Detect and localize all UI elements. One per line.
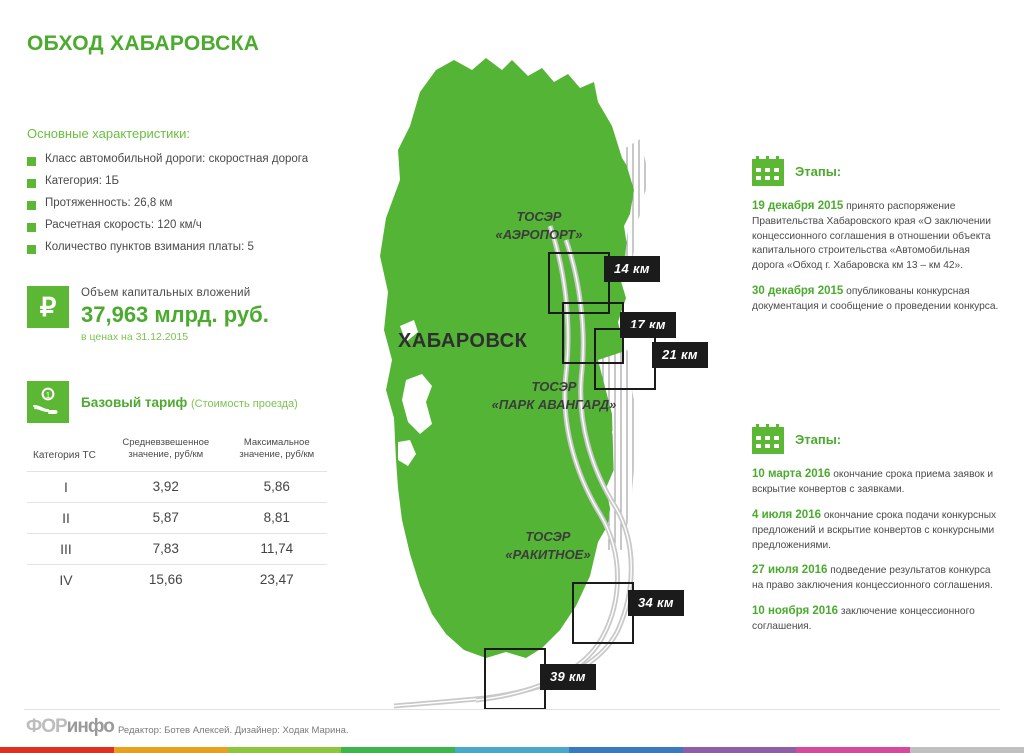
km-marker-21: 21 км bbox=[652, 342, 708, 368]
stage-date: 30 декабря 2015 bbox=[752, 284, 844, 297]
list-item bbox=[752, 603, 1002, 635]
cell-maximum: 11,74 bbox=[227, 533, 327, 564]
toser-line-2: «АЭРОПОРТ» bbox=[495, 226, 583, 242]
map-region bbox=[336, 30, 708, 710]
stripe-3 bbox=[228, 747, 342, 753]
toser-line-2: «ПАРК АВАНГАРД» bbox=[491, 396, 617, 412]
marker-box-39km bbox=[484, 648, 546, 710]
list-item bbox=[752, 283, 1002, 315]
capital-note: в ценах на 31.12.2015 bbox=[81, 331, 189, 343]
table-row bbox=[27, 502, 327, 533]
table-header-row bbox=[27, 437, 327, 471]
toser-line-2: «РАКИТНОЕ» bbox=[505, 546, 591, 562]
toser-label-rakitnoe bbox=[488, 528, 608, 563]
calendar-icon bbox=[752, 424, 784, 454]
list-item bbox=[752, 466, 1002, 498]
stage-text: заключение концессионного соглашения. bbox=[752, 605, 975, 632]
list-item bbox=[752, 562, 1002, 594]
bullet-square-icon bbox=[27, 179, 36, 188]
svg-text:1: 1 bbox=[45, 391, 51, 400]
stage-date: 10 ноября 2016 bbox=[752, 604, 838, 617]
stage-title: Этапы: bbox=[795, 431, 842, 447]
tariff-title: Базовый тариф bbox=[81, 395, 188, 410]
table-row bbox=[27, 564, 327, 595]
capital-investment-block bbox=[27, 286, 334, 343]
column-header-maximum: Максимальное значение, руб/км bbox=[239, 437, 315, 461]
cell-category: II bbox=[27, 502, 105, 533]
tariff-block bbox=[27, 381, 334, 595]
cell-maximum: 8,81 bbox=[227, 502, 327, 533]
tariff-subtitle: (Стоимость проезда) bbox=[190, 398, 298, 410]
stage-items-2 bbox=[752, 466, 1002, 634]
stripe-6 bbox=[569, 747, 683, 753]
column-header-category: Категория ТС bbox=[33, 449, 96, 461]
stage-items-1 bbox=[752, 198, 1002, 314]
list-item bbox=[27, 197, 334, 210]
cell-average: 3,92 bbox=[105, 471, 227, 502]
km-marker-14: 14 км bbox=[604, 256, 660, 282]
toser-line-1: ТОСЭР bbox=[525, 529, 571, 544]
cell-average: 15,66 bbox=[105, 564, 227, 595]
stage-block-2 bbox=[752, 424, 1002, 634]
cell-average: 5,87 bbox=[105, 502, 227, 533]
cell-category: III bbox=[27, 533, 105, 564]
calendar-icon bbox=[752, 156, 784, 186]
footer bbox=[0, 709, 1024, 753]
column-header-average: Средневзвешенное значение, руб/км bbox=[122, 437, 210, 461]
stage-date: 27 июля 2016 bbox=[752, 564, 828, 577]
right-stages-column bbox=[752, 156, 1002, 675]
characteristic-text: Количество пунктов взимания платы: 5 bbox=[45, 241, 254, 253]
characteristics-heading: Основные характеристики: bbox=[27, 126, 190, 141]
list-item bbox=[27, 175, 334, 188]
ruble-icon: ₽ bbox=[27, 286, 69, 328]
stage-block-1 bbox=[752, 156, 1002, 314]
characteristic-text: Протяженность: 26,8 км bbox=[45, 197, 173, 209]
bullet-square-icon bbox=[27, 201, 36, 210]
logo-sub: инфо bbox=[66, 716, 114, 737]
cell-category: IV bbox=[27, 564, 105, 595]
marker-box-21km bbox=[594, 328, 656, 390]
table-row bbox=[27, 471, 327, 502]
credits-text: Редактор: Ботев Алексей. Дизайнер: Ходак Марина. bbox=[118, 725, 349, 736]
marker-box-34km bbox=[572, 582, 634, 644]
left-info-column bbox=[24, 24, 334, 595]
stage-text: принято распоряжение Правительства Хабаровского края «О заключении концессионного соглашения в отношении объекта капитального строительства «Автомобильная дорога «Обход г. Хабаровска км 13 – км 42». bbox=[752, 201, 991, 272]
stage-date: 4 июля 2016 bbox=[752, 509, 821, 522]
stripe-5 bbox=[455, 747, 569, 753]
stripe-8 bbox=[796, 747, 910, 753]
list-item bbox=[752, 507, 1002, 553]
stage-date: 10 марта 2016 bbox=[752, 468, 831, 481]
logo-main: ФОР bbox=[26, 716, 67, 737]
cell-category: I bbox=[27, 471, 105, 502]
toser-label-aeroport bbox=[484, 208, 594, 243]
color-stripe-bar bbox=[0, 747, 1024, 753]
bullet-square-icon bbox=[27, 245, 36, 254]
toser-line-1: ТОСЭР bbox=[531, 379, 577, 394]
page-title: ОБХОД ХАБАРОВСКА bbox=[27, 32, 260, 55]
list-item bbox=[752, 198, 1002, 274]
city-label: ХАБАРОВСК bbox=[398, 330, 528, 352]
cell-average: 7,83 bbox=[105, 533, 227, 564]
characteristic-text: Расчетная скорость: 120 км/ч bbox=[45, 219, 202, 231]
toser-line-1: ТОСЭР bbox=[516, 209, 562, 224]
cell-maximum: 23,47 bbox=[227, 564, 327, 595]
stripe-1 bbox=[0, 747, 114, 753]
stripe-9 bbox=[910, 747, 1024, 753]
km-marker-34: 34 км bbox=[628, 590, 684, 616]
characteristic-text: Класс автомобильной дороги: скоростная дорога bbox=[45, 153, 309, 165]
stripe-4 bbox=[341, 747, 455, 753]
cell-maximum: 5,86 bbox=[227, 471, 327, 502]
hand-coin-icon bbox=[27, 381, 69, 423]
stage-title: Этапы: bbox=[795, 163, 842, 179]
capital-label: Объем капитальных вложений bbox=[81, 287, 251, 299]
bullet-square-icon bbox=[27, 223, 36, 232]
stage-date: 19 декабря 2015 bbox=[752, 200, 844, 212]
list-item bbox=[27, 153, 334, 166]
tariff-table bbox=[27, 437, 327, 595]
table-row bbox=[27, 533, 327, 564]
stage-text: подведение результатов конкурса на право заключения концессионного соглашения. bbox=[752, 565, 993, 592]
stripe-7 bbox=[683, 747, 797, 753]
capital-value: 37,963 млрд. руб. bbox=[81, 302, 269, 327]
stage-text: окончание срока подачи конкурсных предложений и вскрытие конвертов с конкурсными предложениями. bbox=[752, 510, 997, 551]
stage-text: опубликованы конкурсная документация и сообщение о проведении конкурса. bbox=[752, 285, 999, 312]
list-item bbox=[27, 219, 334, 232]
characteristics-list bbox=[24, 153, 334, 254]
stage-text: окончание срока приема заявок и вскрытие конвертов с заявками. bbox=[752, 469, 994, 496]
km-marker-39: 39 км bbox=[540, 664, 596, 690]
km-marker-17: 17 км bbox=[620, 312, 676, 338]
logo bbox=[26, 716, 114, 738]
footer-divider bbox=[24, 709, 1000, 710]
bullet-square-icon bbox=[27, 157, 36, 166]
list-item bbox=[27, 241, 334, 254]
characteristic-text: Категория: 1Б bbox=[45, 175, 120, 187]
stripe-2 bbox=[114, 747, 228, 753]
